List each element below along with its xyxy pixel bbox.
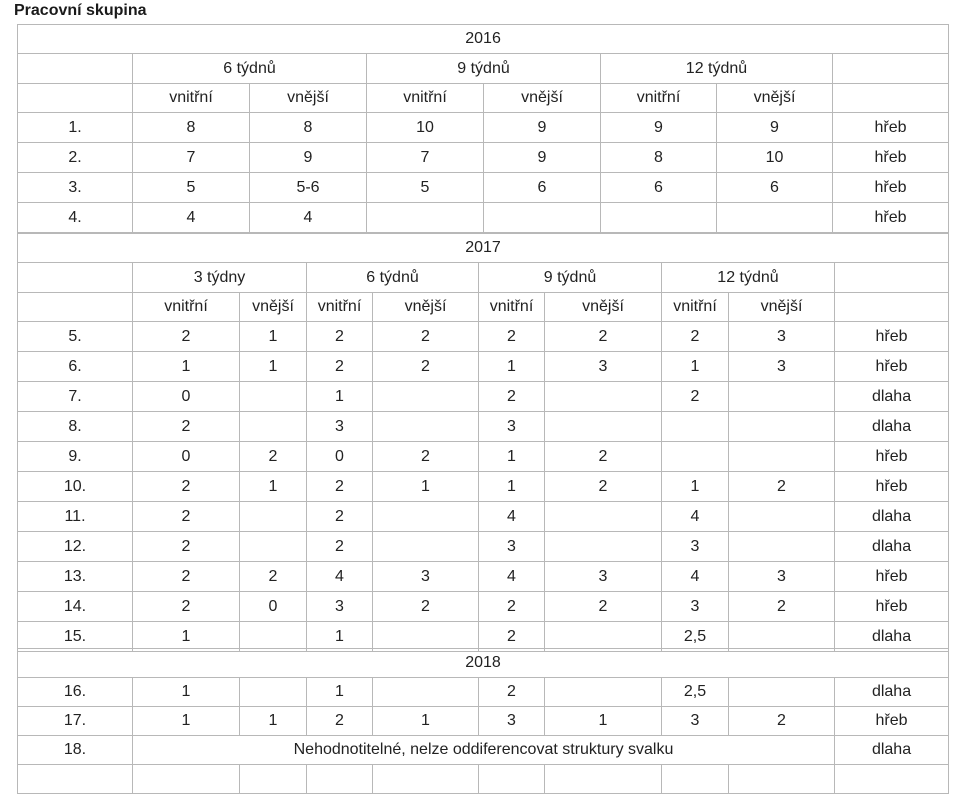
value-cell: 3	[479, 532, 545, 562]
empty-cell	[18, 263, 133, 293]
table-2017	[17, 233, 949, 652]
table-row	[18, 472, 949, 502]
row-number: 1.	[18, 113, 133, 143]
value-cell	[240, 382, 307, 412]
value-cell	[367, 203, 484, 233]
outer-header: vnější	[545, 293, 662, 322]
type-cell: hřeb	[835, 352, 949, 382]
value-cell: 2	[479, 622, 545, 652]
value-cell: 6	[484, 173, 601, 203]
period-header: 12 týdnů	[662, 263, 835, 293]
inner-header: vnitřní	[133, 84, 250, 113]
value-cell: 1	[479, 352, 545, 382]
type-cell: hřeb	[833, 143, 949, 173]
table-row	[18, 412, 949, 442]
value-cell: 1	[307, 382, 373, 412]
value-cell: 1	[307, 678, 373, 707]
empty-cell	[307, 765, 373, 794]
page-title: Pracovní skupina	[14, 2, 147, 19]
value-cell: 1	[373, 472, 479, 502]
value-cell	[545, 382, 662, 412]
value-cell: 3	[729, 322, 835, 352]
value-cell: 2	[307, 352, 373, 382]
type-cell: hřeb	[833, 173, 949, 203]
value-cell	[545, 532, 662, 562]
value-cell: 1	[662, 352, 729, 382]
value-cell: 9	[484, 113, 601, 143]
row-number: 14.	[18, 592, 133, 622]
value-cell	[545, 502, 662, 532]
value-cell	[373, 532, 479, 562]
year-header: 2018	[18, 649, 949, 678]
value-cell	[373, 502, 479, 532]
value-cell	[240, 532, 307, 562]
value-cell	[373, 412, 479, 442]
empty-cell	[479, 765, 545, 794]
empty-cell	[18, 84, 133, 113]
empty-cell	[835, 263, 949, 293]
value-cell: 2	[133, 502, 240, 532]
value-cell: 4	[662, 562, 729, 592]
table-row	[18, 502, 949, 532]
value-cell: 8	[250, 113, 367, 143]
value-cell: 1	[479, 442, 545, 472]
value-cell: 3	[479, 412, 545, 442]
value-cell: 5	[133, 173, 250, 203]
row-number: 17.	[18, 707, 133, 736]
value-cell: 1	[240, 707, 307, 736]
row-number: 2.	[18, 143, 133, 173]
value-cell: 3	[373, 562, 479, 592]
value-cell: 8	[133, 113, 250, 143]
table-row	[18, 532, 949, 562]
value-cell: 3	[662, 707, 729, 736]
table-row	[18, 562, 949, 592]
value-cell: 2	[373, 352, 479, 382]
value-cell: 5-6	[250, 173, 367, 203]
row-number: 4.	[18, 203, 133, 233]
table-row	[18, 678, 949, 707]
empty-cell	[18, 54, 133, 84]
type-cell: dlaha	[835, 502, 949, 532]
value-cell: 2	[479, 382, 545, 412]
period-header: 9 týdnů	[479, 263, 662, 293]
value-cell: 3	[729, 562, 835, 592]
value-cell: 7	[133, 143, 250, 173]
value-cell	[545, 678, 662, 707]
empty-cell	[662, 765, 729, 794]
outer-header: vnější	[484, 84, 601, 113]
table-row-empty	[18, 765, 949, 794]
value-cell	[729, 678, 835, 707]
type-cell: dlaha	[835, 382, 949, 412]
type-cell: dlaha	[835, 622, 949, 652]
value-cell: 2	[373, 592, 479, 622]
outer-header: vnější	[717, 84, 833, 113]
value-cell: 1	[240, 472, 307, 502]
value-cell: 3	[662, 592, 729, 622]
empty-cell	[833, 54, 949, 84]
value-cell: 3	[479, 707, 545, 736]
inner-header: vnitřní	[307, 293, 373, 322]
outer-header: vnější	[250, 84, 367, 113]
value-cell: 0	[307, 442, 373, 472]
period-header: 6 týdnů	[133, 54, 367, 84]
empty-cell	[545, 765, 662, 794]
outer-header: vnější	[373, 293, 479, 322]
value-cell	[240, 502, 307, 532]
type-cell: dlaha	[835, 736, 949, 765]
value-cell: 2	[729, 707, 835, 736]
value-cell: 9	[717, 113, 833, 143]
value-cell: 3	[545, 562, 662, 592]
table-row	[18, 592, 949, 622]
value-cell: 1	[133, 707, 240, 736]
value-cell: 2	[479, 322, 545, 352]
value-cell: 1	[373, 707, 479, 736]
row-number: 12.	[18, 532, 133, 562]
value-cell: 2	[662, 322, 729, 352]
value-cell: 2	[729, 472, 835, 502]
table-2016	[17, 24, 949, 233]
value-cell: 2	[307, 322, 373, 352]
year-header: 2017	[18, 234, 949, 263]
value-cell: 2	[240, 562, 307, 592]
value-cell	[240, 412, 307, 442]
type-cell: hřeb	[835, 472, 949, 502]
type-cell: hřeb	[835, 562, 949, 592]
empty-cell	[18, 765, 133, 794]
empty-cell	[835, 293, 949, 322]
value-cell	[729, 382, 835, 412]
inner-header: vnitřní	[601, 84, 717, 113]
table-row	[18, 736, 949, 765]
row-number: 6.	[18, 352, 133, 382]
value-cell: 2	[133, 532, 240, 562]
value-cell: 1	[133, 352, 240, 382]
value-cell	[729, 442, 835, 472]
value-cell: 2	[307, 707, 373, 736]
period-header: 3 týdny	[133, 263, 307, 293]
value-cell: 4	[662, 502, 729, 532]
value-cell: 4	[307, 562, 373, 592]
value-cell: 2	[729, 592, 835, 622]
empty-cell	[833, 84, 949, 113]
empty-cell	[729, 765, 835, 794]
value-cell	[601, 203, 717, 233]
inner-header: vnitřní	[479, 293, 545, 322]
value-cell: 1	[133, 678, 240, 707]
value-cell: 0	[133, 442, 240, 472]
table-row	[18, 622, 949, 652]
value-cell: 6	[601, 173, 717, 203]
value-cell	[373, 678, 479, 707]
type-cell: hřeb	[835, 322, 949, 352]
inner-header: vnitřní	[133, 293, 240, 322]
value-cell: 2	[240, 442, 307, 472]
value-cell: 2	[133, 592, 240, 622]
row-number: 10.	[18, 472, 133, 502]
period-header: 6 týdnů	[307, 263, 479, 293]
value-cell: 0	[133, 382, 240, 412]
value-cell: 1	[133, 622, 240, 652]
table-row	[18, 352, 949, 382]
table-2018	[17, 648, 949, 794]
value-cell: 2	[133, 562, 240, 592]
value-cell: 2	[373, 442, 479, 472]
value-cell: 2	[545, 472, 662, 502]
empty-cell	[373, 765, 479, 794]
value-cell: 9	[250, 143, 367, 173]
value-cell: 2	[479, 592, 545, 622]
value-cell: 4	[479, 562, 545, 592]
row-number: 15.	[18, 622, 133, 652]
value-cell: 1	[307, 622, 373, 652]
table-row	[18, 442, 949, 472]
value-cell: 3	[307, 412, 373, 442]
value-cell: 3	[662, 532, 729, 562]
value-cell: 9	[484, 143, 601, 173]
value-cell: 4	[133, 203, 250, 233]
value-cell: 9	[601, 113, 717, 143]
row-number: 5.	[18, 322, 133, 352]
note-cell: Nehodnotitelné, nelze oddiferencovat struktury svalku	[133, 736, 835, 765]
type-cell: hřeb	[833, 203, 949, 233]
type-cell: hřeb	[835, 592, 949, 622]
value-cell: 5	[367, 173, 484, 203]
value-cell: 2	[545, 592, 662, 622]
value-cell	[717, 203, 833, 233]
value-cell	[484, 203, 601, 233]
type-cell: hřeb	[833, 113, 949, 143]
value-cell: 2	[133, 472, 240, 502]
row-number: 11.	[18, 502, 133, 532]
year-header: 2016	[18, 25, 949, 54]
value-cell: 2	[307, 532, 373, 562]
value-cell	[545, 412, 662, 442]
value-cell: 8	[601, 143, 717, 173]
value-cell: 2	[545, 442, 662, 472]
value-cell	[729, 502, 835, 532]
period-header: 12 týdnů	[601, 54, 833, 84]
table-row	[18, 173, 949, 203]
inner-header: vnitřní	[662, 293, 729, 322]
value-cell: 2	[133, 412, 240, 442]
inner-header: vnitřní	[367, 84, 484, 113]
value-cell	[240, 622, 307, 652]
table-row	[18, 113, 949, 143]
value-cell: 2	[373, 322, 479, 352]
value-cell: 1	[240, 322, 307, 352]
outer-header: vnější	[729, 293, 835, 322]
table-row	[18, 203, 949, 233]
row-number: 16.	[18, 678, 133, 707]
empty-cell	[835, 765, 949, 794]
value-cell: 4	[479, 502, 545, 532]
type-cell: dlaha	[835, 412, 949, 442]
value-cell	[373, 382, 479, 412]
table-row	[18, 143, 949, 173]
value-cell	[662, 412, 729, 442]
empty-cell	[18, 293, 133, 322]
value-cell	[729, 532, 835, 562]
row-number: 3.	[18, 173, 133, 203]
value-cell: 3	[307, 592, 373, 622]
row-number: 7.	[18, 382, 133, 412]
value-cell: 0	[240, 592, 307, 622]
value-cell: 1	[662, 472, 729, 502]
empty-cell	[240, 765, 307, 794]
type-cell: dlaha	[835, 678, 949, 707]
value-cell: 10	[367, 113, 484, 143]
value-cell: 2	[545, 322, 662, 352]
row-number: 18.	[18, 736, 133, 765]
row-number: 13.	[18, 562, 133, 592]
table-row	[18, 382, 949, 412]
value-cell	[545, 622, 662, 652]
value-cell: 2	[307, 472, 373, 502]
value-cell: 1	[240, 352, 307, 382]
outer-header: vnější	[240, 293, 307, 322]
table-row	[18, 707, 949, 736]
type-cell: dlaha	[835, 532, 949, 562]
value-cell	[662, 442, 729, 472]
table-row	[18, 322, 949, 352]
value-cell: 10	[717, 143, 833, 173]
row-number: 8.	[18, 412, 133, 442]
value-cell: 2,5	[662, 678, 729, 707]
value-cell: 2	[133, 322, 240, 352]
empty-cell	[133, 765, 240, 794]
value-cell	[373, 622, 479, 652]
value-cell: 1	[479, 472, 545, 502]
row-number: 9.	[18, 442, 133, 472]
value-cell: 2	[307, 502, 373, 532]
value-cell: 7	[367, 143, 484, 173]
type-cell: hřeb	[835, 707, 949, 736]
value-cell: 2,5	[662, 622, 729, 652]
value-cell: 6	[717, 173, 833, 203]
value-cell	[729, 412, 835, 442]
value-cell: 1	[545, 707, 662, 736]
value-cell: 3	[729, 352, 835, 382]
value-cell: 4	[250, 203, 367, 233]
value-cell: 2	[479, 678, 545, 707]
value-cell: 3	[545, 352, 662, 382]
type-cell: hřeb	[835, 442, 949, 472]
value-cell	[240, 678, 307, 707]
value-cell: 2	[662, 382, 729, 412]
period-header: 9 týdnů	[367, 54, 601, 84]
value-cell	[729, 622, 835, 652]
